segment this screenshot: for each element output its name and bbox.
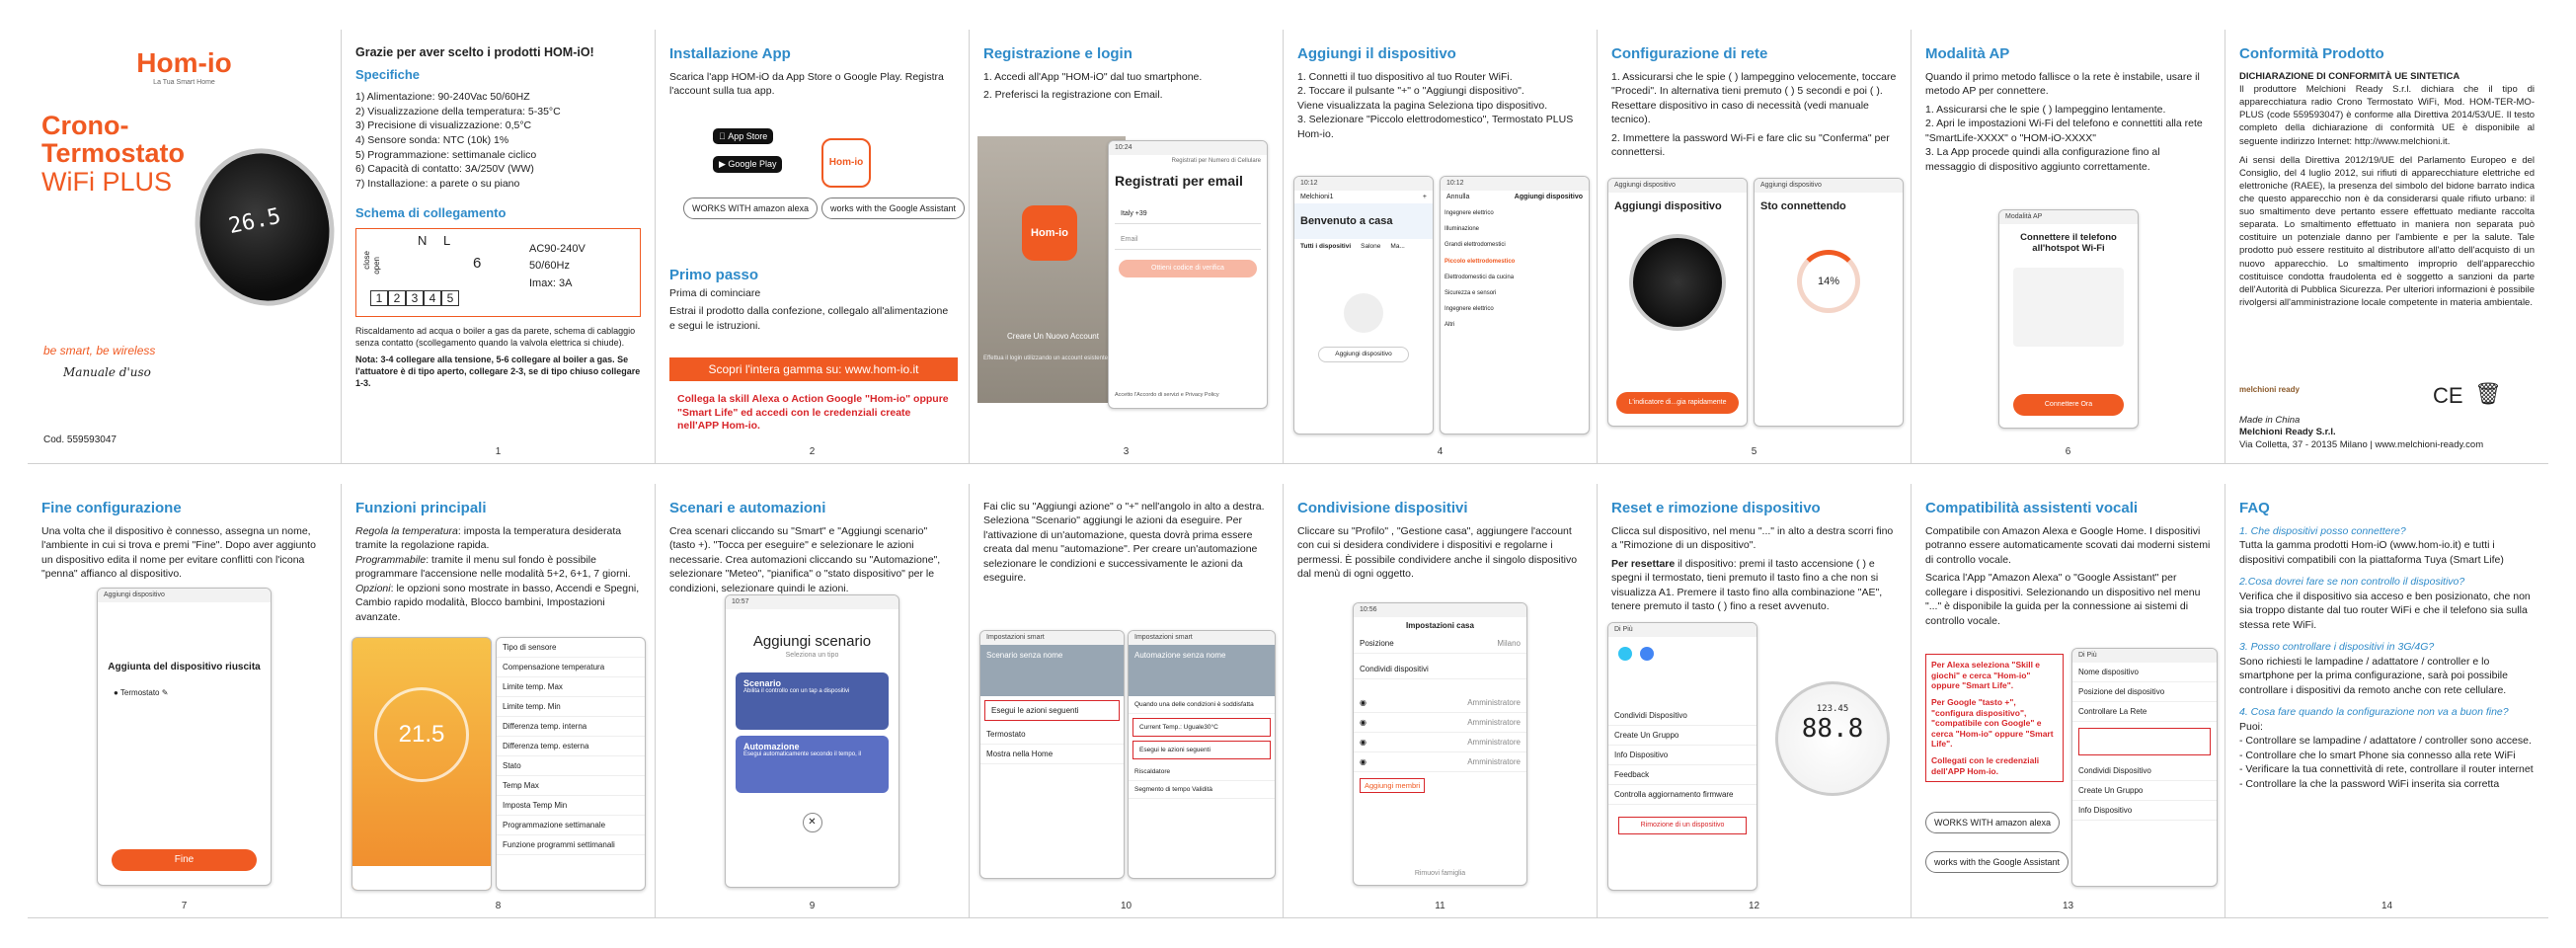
display-main: 88.8 bbox=[1801, 714, 1864, 744]
faq-answer-item: - Verificare la tua connettività di rete, controllare il router internet bbox=[2239, 763, 2534, 776]
progress-label: 14% bbox=[1817, 276, 1840, 287]
scenarios-panel bbox=[656, 484, 970, 918]
function-text: : le opzioni sono mostrate in basso, Accendi e Spegni, Cambio rapido modalità, Blocco bambini, Impostazioni avanzate. bbox=[355, 582, 640, 623]
thermostat-icon: ● bbox=[114, 688, 120, 697]
screen-title: Aggiungi dispositivo bbox=[1614, 200, 1722, 212]
share-devices-row[interactable]: Condividi dispositivi bbox=[1354, 660, 1526, 679]
category-screen bbox=[1440, 176, 1590, 434]
wifi-settings-illustration bbox=[2013, 268, 2124, 347]
scenarios-title: Scenari e automazioni bbox=[669, 500, 826, 516]
faq-question: 1. Che dispositivi posso connettere? bbox=[2239, 525, 2406, 537]
title-line3: WiFi PLUS bbox=[41, 166, 173, 197]
raee-text: Ai sensi della Direttiva 2012/19/UE del Parlamento Europeo e del Consiglio, del 4 luglio 2012, sui rifiuti di apparecchiature elettriche ed elettroniche (RAEE), la presenza del simbolo del bidone barrato indica che questo apparecchio non è da considerarsi quale rifiuto urbano: il suo smaltimento deve pertanto essere effettuato mediante raccolta separata. Lo smaltimento effettuato in maniera non separata può costituire un potenziale danno per l'ambiente e per la salute. Tale prodotto può essere restituito al distributore all'atto dell'acquisto di un nuovo apparecchio. Lo smaltimento improprio dell'apparecchio costituisce condotta fraudolenta ed è soggetto a sanzioni da parte dell'Autorità di Pubblica Sicurezza. Per ulteriori informazioni è possibile rivolgersi all'amministrazione locale competente in materia ambientale. bbox=[2239, 154, 2535, 308]
alexa-label: WORKS WITH amazon alexa bbox=[1934, 818, 2052, 828]
skill-note: Collega la skill Alexa o Action Google "Hom-io" oppure "Smart Life" ed accedi con le credenziali create nell'APP Hom-io. bbox=[677, 393, 949, 433]
wiring-diagram bbox=[355, 228, 641, 317]
faq-title: FAQ bbox=[2239, 500, 2270, 516]
add-device-button[interactable]: Aggiungi dispositivo bbox=[1318, 347, 1409, 362]
specs-title: Specifiche bbox=[355, 67, 421, 82]
tab-salone[interactable]: Salone bbox=[1361, 243, 1381, 250]
scenarios-text: Crea scenari cliccando su "Smart" e "Aggiungi scenario" (tasto +). "Tocca per eseguire" e selezionare le azioni necessarie. Crea automazioni cliccando su "Automazione", selezionare "Meteo", "pianifica" o "stato dispositivo" per le condizioni, selezionare quindi le azioni. bbox=[669, 525, 941, 594]
verify-code-button[interactable]: Ottieni codice di verifica bbox=[1119, 260, 1257, 277]
website-banner[interactable]: Scopri l'intera gamma su: www.hom-io.it bbox=[669, 357, 958, 381]
settings-row[interactable]: Differenza temp. interna bbox=[497, 717, 645, 737]
thermostat-display-diagram bbox=[1775, 681, 1890, 796]
manual-subtitle: Manuale d'uso bbox=[63, 365, 151, 379]
menu-row[interactable]: Nome dispositivo bbox=[2072, 663, 2217, 682]
ap-title: Modalità AP bbox=[1925, 45, 2010, 62]
page-number: 11 bbox=[1435, 901, 1445, 911]
page-number: 6 bbox=[2065, 446, 2071, 457]
actions-text: Fai clic su "Aggiungi azione" o "+" nell'angolo in alto a destra. Seleziona "Scenario" aggiungi le azioni da eseguire. Per l'attivazione di un'automazione, questa dovrà prima essere creata dal menu "automazione". Per creare un'automazione selezionare le condizioni e successivamente le azioni da eseguire. bbox=[983, 501, 1265, 585]
automation-card[interactable] bbox=[736, 736, 889, 793]
ap-step: 2. Apri le impostazioni Wi-Fi del telefono e connettiti alla rete "SmartLife-XXXX" o "HOM-iO-XXXX" bbox=[1925, 118, 2203, 144]
cancel-button[interactable]: Annulla bbox=[1446, 194, 1470, 200]
actions-panel bbox=[970, 484, 1284, 918]
spec-item: 5) Programmazione: settimanale ciclico bbox=[355, 148, 537, 161]
terminal: 4 bbox=[424, 290, 441, 306]
brand-tagline: La Tua Smart Home bbox=[153, 79, 215, 86]
category-item[interactable]: Illuminazione bbox=[1444, 226, 1480, 233]
category-item[interactable]: Altri bbox=[1444, 322, 1455, 329]
add-device-panel bbox=[1284, 30, 1598, 464]
function-text: : tramite il menu sul fondo è possibile programmare l'accensione nelle modalità 5+2, 6+1, 7 giorni. bbox=[355, 553, 631, 581]
status-bar: 10:57 bbox=[726, 595, 898, 609]
faq-answer-item: - Controllare se lampadine / adattatore / controller sono accese. bbox=[2239, 735, 2532, 748]
add-step: Viene visualizzata la pagina Seleziona tipo dispositivo. bbox=[1297, 99, 1548, 112]
screen-header: Aggiungi dispositivo bbox=[1755, 179, 1903, 193]
wiring-spec: 50/60Hz bbox=[529, 260, 570, 273]
ap-step: 3. La App procede quindi alla configurazione fino al messaggio di dispositivo aggiunto correttamente. bbox=[1925, 146, 2160, 173]
existing-login-link[interactable]: Effettua il login utilizzando un account esistente bbox=[983, 356, 1108, 361]
apple-icon bbox=[719, 131, 728, 141]
function-label: Programmabile bbox=[355, 553, 427, 566]
network-step: 1. Assicurarsi che le spie ( ) lampeggino velocemente, toccare "Procedi". In alternativa tieni premuto ( ) 5 secondi e poi ( ). Resettare dispositivo in caso di necessità (vedi manuale tecnico). bbox=[1611, 71, 1897, 126]
ap-screen bbox=[1998, 209, 2139, 429]
settings-row[interactable]: Imposta Temp Min bbox=[497, 796, 645, 816]
page-number: 2 bbox=[809, 446, 816, 457]
voice-text2: Scarica l'App "Amazon Alexa" o "Google Assistant" per collegare i dispositivi. Selezionando un dispositivo nel menu "..." è disponibile la guida per la connessione ai sistemi di controllo vocale. bbox=[1925, 572, 2201, 627]
reset-instructions: il dispositivo: premi il tasto accensione ( ) e spegni il termostato, tieni premuto il tasto fino a che non si visualizza A1. Premere il tasto fino alla combinazione "AE", tenere premuto il tasto ( ) fino a reset avvenuto. bbox=[1611, 557, 1883, 613]
add-device-title: Aggiungi il dispositivo bbox=[1297, 45, 1456, 62]
temperature-dial[interactable]: 21.5 bbox=[374, 687, 469, 782]
homio-app-icon bbox=[821, 138, 871, 188]
spec-item: 2) Visualizzazione della temperatura: 5-35°C bbox=[355, 105, 561, 118]
validity-row[interactable]: Segmento di tempo Validità bbox=[1129, 781, 1275, 799]
page-number: 10 bbox=[1120, 901, 1132, 911]
wiring-spec: Imax: 3A bbox=[529, 277, 573, 289]
alexa-label: WORKS WITH amazon alexa bbox=[692, 203, 810, 213]
add-member-button[interactable]: Aggiungi membri bbox=[1360, 778, 1425, 793]
install-text: Scarica l'app HOM-iO da App Store o Google Play. Registra l'account sulla tua app. bbox=[669, 71, 944, 98]
email-field[interactable]: Email bbox=[1115, 230, 1261, 250]
device-name: Termostato bbox=[119, 688, 160, 697]
thanks-heading: Grazie per aver scelto i prodotti HOM-iO! bbox=[355, 45, 594, 59]
google-assistant-badge bbox=[1925, 851, 2069, 873]
progress-ring bbox=[1797, 250, 1860, 313]
member-avatar: ◉ bbox=[1360, 738, 1366, 747]
member-avatar: ◉ bbox=[1360, 698, 1366, 707]
page-number: 14 bbox=[2381, 901, 2393, 911]
google-label: works with the Google Assistant bbox=[1934, 857, 2061, 867]
google-label: works with the Google Assistant bbox=[830, 203, 957, 213]
settings-row[interactable]: Stato bbox=[497, 756, 645, 776]
wiring-title: Schema di collegamento bbox=[355, 204, 507, 220]
add-scenario-screen bbox=[725, 594, 899, 888]
menu-row[interactable]: Controllare La Rete bbox=[2072, 702, 2217, 722]
google-instructions: Per Google "tasto +", "configura dispositivo", "compatibile con Google" e cerca "Hom-io" oppure "Smart Life". bbox=[1931, 696, 2054, 750]
credentials-instructions: Collegati con le credenziali dell'APP Hom-io. bbox=[1931, 755, 2040, 776]
company-name: Melchioni Ready S.r.l. bbox=[2239, 427, 2336, 438]
terminal-n: N bbox=[418, 232, 428, 248]
category-item[interactable]: Ingegnere elettrico bbox=[1444, 210, 1494, 216]
menu-row[interactable]: Info Dispositivo bbox=[1608, 746, 1756, 765]
spec-item: 6) Capacità di contatto: 3A/250V (WW) bbox=[355, 163, 534, 176]
faq-answer-item: - Controllare che lo smart Phone sia connesso alla rete WiFi bbox=[2239, 749, 2516, 761]
add-step: 1. Connetti il tuo dispositivo al tuo Router WiFi. bbox=[1297, 71, 1513, 83]
faq-answer: Verifica che il dispositivo sia acceso e ben posizionato, che non sia troppo distante dal tuo router WiFi e che il telefono sia sulla stessa rete WiFi. bbox=[2239, 590, 2531, 631]
add-scenario-title: Aggiungi scenario bbox=[752, 633, 872, 650]
alexa-badge bbox=[1925, 812, 2060, 833]
spec-item: 7) Installazione: a parete o su piano bbox=[355, 178, 520, 191]
register-screen-title: Registrati per email bbox=[1115, 173, 1243, 189]
member-role: Amministratore bbox=[1467, 738, 1521, 747]
screen-header: Aggiungi dispositivo bbox=[1608, 179, 1747, 193]
show-home-toggle[interactable]: Mostra nella Home bbox=[980, 745, 1124, 764]
remove-device-button[interactable]: Rimozione di un dispositivo bbox=[1618, 817, 1747, 834]
spec-item: 3) Precisione di visualizzazione: 0,5°C bbox=[355, 119, 532, 132]
register-title: Registrazione e login bbox=[983, 45, 1132, 62]
wiring-note: Riscaldamento ad acqua o boiler a gas da parete, schema di cablaggio senza contatto (scollegamento quando la valvola elettrica si chiude). bbox=[355, 325, 636, 349]
close-icon[interactable]: ✕ bbox=[803, 813, 822, 832]
settings-row[interactable]: Temp Max bbox=[497, 776, 645, 796]
add-device-screen bbox=[1607, 178, 1748, 427]
settings-row[interactable]: Limite temp. Min bbox=[497, 697, 645, 717]
terminal: 3 bbox=[406, 290, 424, 306]
brand-name: Hom-io bbox=[136, 47, 232, 78]
menu-row[interactable]: Condividi Dispositivo bbox=[2072, 761, 2217, 781]
page-number: 3 bbox=[1123, 446, 1130, 457]
automation-name[interactable]: Automazione senza nome bbox=[1129, 645, 1275, 696]
first-step-title: Primo passo bbox=[669, 267, 759, 283]
faq-question: 4. Cosa fare quando la configurazione non va a buon fine? bbox=[2239, 706, 2509, 719]
ap-step: 1. Assicurarsi che le spie ( ) lampeggino lentamente. bbox=[1925, 103, 2166, 116]
page-number: 4 bbox=[1437, 446, 1444, 457]
create-account-button[interactable]: Creare Un Nuovo Account bbox=[1007, 332, 1099, 341]
brand-logo bbox=[41, 47, 327, 86]
ap-mode-panel bbox=[1912, 30, 2225, 464]
category-item[interactable]: Ingegnere elettrico bbox=[1444, 306, 1494, 313]
screen-header: Modalità AP bbox=[1999, 210, 2138, 224]
appstore-label: App Store bbox=[719, 131, 759, 141]
first-step-text: Estrai il prodotto dalla confezione, collegalo all'alimentazione e segui le istruzioni. bbox=[669, 305, 949, 332]
slogan: be smart, be wireless bbox=[43, 344, 156, 357]
register-step: 2. Preferisci la registrazione con Email. bbox=[983, 89, 1163, 102]
tab-more[interactable]: Ma... bbox=[1390, 243, 1405, 250]
function-text: : imposta la temperatura desiderata tramite la regolazione rapida. bbox=[355, 525, 622, 552]
more-screen bbox=[1607, 622, 1757, 891]
play-icon: ▶ bbox=[719, 159, 729, 169]
page-number: 9 bbox=[809, 901, 816, 911]
condition-row[interactable]: Quando una delle condizioni è soddisfatta bbox=[1129, 696, 1275, 714]
finish-title: Fine configurazione bbox=[41, 500, 182, 516]
screen-header: Di Più bbox=[2072, 649, 2217, 663]
open-label: open bbox=[372, 256, 381, 275]
finish-screen bbox=[97, 588, 272, 886]
title-line2: Termostato bbox=[41, 138, 186, 169]
declaration-text: Il produttore Melchioni Ready S.r.l. dichiara che il tipo di apparecchiatura radio Crono Termostato WiFi, Mod. HOM-TER-MO-PLUS (code 559593047) è conforme alla Direttiva 2014/53/UE. Il testo completo della dichiarazione di conformità UE è disponibile al seguente indirizzo Internet: http://www.melchioni.it. bbox=[2239, 84, 2535, 147]
menu-row[interactable]: Create Un Gruppo bbox=[1608, 726, 1756, 746]
company-address: Via Colletta, 37 - 20135 Milano | www.melchioni-ready.com bbox=[2239, 438, 2484, 450]
settings-row[interactable]: Differenza temp. esterna bbox=[497, 737, 645, 756]
faq-answer-item: - Controllare la che la password WiFi inserita sia corretta bbox=[2239, 777, 2500, 790]
remove-home-button[interactable]: Rimuovi famiglia bbox=[1414, 870, 1466, 877]
cover-panel bbox=[28, 30, 342, 464]
reset-text: Clicca sul dispositivo, nel menu "..." in alto a destra scorri fino a "Rimozione di un dispositivo". bbox=[1611, 525, 1894, 552]
weee-bin-icon: 🗑 bbox=[2474, 381, 2502, 406]
welcome-title: Benvenuto a casa bbox=[1294, 203, 1433, 239]
status-bar: 10:12 bbox=[1441, 177, 1589, 191]
faq-question: 3. Posso controllare i dispositivi in 3G/4G? bbox=[2239, 641, 2435, 654]
settings-row[interactable]: Compensazione temperatura bbox=[497, 658, 645, 677]
position-label: Posizione bbox=[1360, 639, 1394, 648]
screen-header: Impostazioni smart bbox=[1129, 631, 1275, 645]
register-screen bbox=[1108, 140, 1268, 409]
ce-mark: CE bbox=[2433, 383, 2463, 408]
automation-card-sub: Esegui automaticamente secondo il tempo, il bbox=[743, 751, 862, 757]
voice-icons bbox=[1608, 637, 1756, 706]
page-number: 8 bbox=[495, 901, 502, 911]
screen-header: Di Più bbox=[1608, 623, 1756, 637]
googleplay-label: Google Play bbox=[728, 159, 777, 169]
member-avatar: ◉ bbox=[1360, 718, 1366, 727]
install-panel bbox=[656, 30, 970, 464]
scenario-card-title: Scenario bbox=[743, 678, 782, 688]
action-item[interactable]: Termostato bbox=[980, 725, 1124, 745]
category-item[interactable]: Grandi elettrodomestici bbox=[1444, 242, 1506, 249]
wiring-spec: AC90-240V bbox=[529, 242, 585, 255]
specs-list bbox=[355, 90, 641, 192]
faq-answer: Tutta la gamma prodotti Hom-iO (www.hom-io.it) e tutti i dispositivi compatibili con la piattaforma Tuya (Smart Life) bbox=[2239, 539, 2504, 566]
screen-header: Aggiungi dispositivo bbox=[98, 589, 271, 602]
wiring-specs bbox=[529, 241, 585, 293]
actions-row[interactable]: Esegui le azioni seguenti bbox=[1132, 741, 1271, 759]
alexa-icon bbox=[1618, 647, 1632, 661]
terminal-strip bbox=[370, 290, 459, 306]
finish-panel bbox=[28, 484, 342, 918]
phone-register-link[interactable]: Registrati per Numero di Cellulare bbox=[1171, 158, 1261, 164]
tab-all-devices[interactable]: Tutti i dispositivi bbox=[1300, 243, 1352, 250]
alexa-badge bbox=[683, 198, 818, 219]
scenario-settings-screen bbox=[979, 630, 1125, 879]
made-in: Made in China bbox=[2239, 415, 2301, 426]
display-top: 123.45 bbox=[1816, 704, 1849, 714]
status-bar: 10:24 bbox=[1109, 141, 1267, 155]
category-item-selected[interactable]: Piccolo elettrodomestico bbox=[1444, 258, 1516, 265]
sharing-panel bbox=[1284, 484, 1598, 918]
member-role: Amministratore bbox=[1467, 698, 1521, 707]
status-bar: 10:12 bbox=[1294, 177, 1433, 191]
terminal: 1 bbox=[370, 290, 388, 306]
faq-panel bbox=[2225, 484, 2548, 918]
reset-panel bbox=[1598, 484, 1912, 918]
screen-header: Impostazioni smart bbox=[980, 631, 1124, 645]
category-item[interactable]: Sicurezza e sensori bbox=[1444, 289, 1497, 296]
ap-screen-title: Connettere il telefono all'hotspot Wi-Fi bbox=[2020, 232, 2117, 254]
melchioni-logo: melchioni ready bbox=[2239, 385, 2300, 394]
googleplay-badge[interactable] bbox=[713, 156, 782, 173]
voice-icons-highlight[interactable] bbox=[2078, 728, 2211, 755]
thermostat-display: 26.5 bbox=[226, 203, 283, 240]
automation-settings-screen bbox=[1128, 630, 1276, 879]
screen-header: Impostazioni casa bbox=[1406, 621, 1474, 630]
terminal-l: L bbox=[443, 232, 451, 248]
specs-panel bbox=[342, 30, 656, 464]
appstore-badge[interactable] bbox=[713, 128, 773, 144]
bottom-menu[interactable] bbox=[352, 866, 491, 890]
functions-title: Funzioni principali bbox=[355, 500, 487, 516]
thermostat-control-screen bbox=[351, 637, 492, 891]
finish-button[interactable]: Fine bbox=[112, 849, 257, 871]
sharing-title: Condivisione dispositivi bbox=[1297, 500, 1468, 516]
page-number: 13 bbox=[2062, 901, 2074, 911]
category-title: Aggiungi dispositivo bbox=[1514, 194, 1583, 200]
scenario-card-sub: Abilita il controllo con un tap a dispositivi bbox=[743, 688, 850, 694]
category-item[interactable]: Elettrodomestici da cucina bbox=[1444, 274, 1515, 280]
declaration-title: DICHIARAZIONE DI CONFORMITÀ UE SINTETICA bbox=[2239, 71, 2460, 82]
connecting-title: Sto connettendo bbox=[1760, 200, 1846, 212]
connect-now-button[interactable]: Connettere Ora bbox=[2013, 394, 2124, 416]
home-name[interactable]: Melchioni1 bbox=[1300, 194, 1334, 200]
page-number: 5 bbox=[1751, 446, 1757, 457]
app-logo: Hom-io bbox=[1022, 205, 1077, 261]
reset-label: Per resettare bbox=[1611, 557, 1676, 570]
settings-row[interactable]: Programmazione settimanale bbox=[497, 816, 645, 835]
faq-answer: Puoi: bbox=[2239, 720, 2263, 733]
network-title: Configurazione di rete bbox=[1611, 45, 1768, 62]
member-role: Amministratore bbox=[1467, 757, 1521, 766]
functions-panel bbox=[342, 484, 656, 918]
voice-instructions-box bbox=[1925, 654, 2064, 782]
device-more-screen bbox=[2071, 648, 2218, 887]
menu-row[interactable]: Condividi Dispositivo bbox=[1608, 706, 1756, 726]
settings-row[interactable]: Tipo di sensore bbox=[497, 638, 645, 658]
add-step: 3. Selezionare "Piccolo elettrodomestico", Termostato PLUS Hom-io. bbox=[1297, 114, 1574, 140]
menu-row[interactable]: Info Dispositivo bbox=[2072, 801, 2217, 821]
indicator-confirm-button[interactable]: L'indicatore di...gia rapidamente bbox=[1616, 392, 1739, 414]
close-label: close bbox=[362, 250, 371, 270]
menu-row[interactable]: Controlla aggiornamento firmware bbox=[1608, 785, 1756, 805]
condition-item[interactable]: Current Temp.: Uguale30°C bbox=[1132, 718, 1271, 737]
country-field[interactable]: Italy +39 bbox=[1115, 204, 1261, 224]
register-panel bbox=[970, 30, 1284, 464]
spec-item: 4) Sensore sonda: NTC (10k) 1% bbox=[355, 134, 509, 147]
terminal: 5 bbox=[441, 290, 459, 306]
wiring-note-bold: Nota: 3-4 collegare alla tensione, 5-6 collegare al boiler a gas. Se l'attuatore è di tipo aperto, collegare 2-3, se di tipo chiuso collegare 1-3. bbox=[355, 354, 641, 389]
add-plus-icon[interactable]: + bbox=[1422, 194, 1427, 200]
terminal-6: 6 bbox=[473, 254, 482, 272]
conformity-title: Conformità Prodotto bbox=[2239, 45, 2384, 62]
member-role: Amministratore bbox=[1467, 718, 1521, 727]
reset-title: Reset e rimozione dispositivo bbox=[1611, 500, 1821, 516]
welcome-screen bbox=[977, 136, 1126, 403]
product-code: Cod. 559593047 bbox=[43, 434, 117, 445]
voice-panel bbox=[1912, 484, 2225, 918]
scenario-card[interactable] bbox=[736, 672, 889, 730]
empty-state-icon bbox=[1344, 293, 1383, 333]
menu-row[interactable]: Create Un Gruppo bbox=[2072, 781, 2217, 801]
connecting-screen bbox=[1754, 178, 1904, 427]
first-step-sub: Prima di cominciare bbox=[669, 287, 761, 299]
settings-screen bbox=[496, 637, 646, 891]
settings-row[interactable]: Limite temp. Max bbox=[497, 677, 645, 697]
settings-row[interactable]: Funzione programmi settimanali bbox=[497, 835, 645, 855]
menu-row[interactable]: Feedback bbox=[1608, 765, 1756, 785]
terminal: 2 bbox=[388, 290, 406, 306]
ap-intro: Quando il primo metodo fallisce o la rete è instabile, usare il metodo AP per connettere. bbox=[1925, 71, 2200, 98]
category-list bbox=[1441, 203, 1589, 336]
home-settings-screen bbox=[1353, 602, 1527, 886]
menu-row[interactable]: Posizione del dispositivo bbox=[2072, 682, 2217, 702]
scenario-name[interactable]: Scenario senza nome bbox=[980, 645, 1124, 696]
position-value[interactable]: Milano bbox=[1497, 639, 1521, 648]
home-screen bbox=[1293, 176, 1434, 434]
alexa-instructions: Per Alexa seleziona "Skill e giochi" e cerca "Hom-io" oppure "Smart Life". bbox=[1931, 660, 2041, 691]
faq-question: 2.Cosa dovrei fare se non controllo il dispositivo? bbox=[2239, 576, 2465, 589]
install-title: Installazione App bbox=[669, 45, 791, 62]
network-panel bbox=[1598, 30, 1912, 464]
finish-text: Una volta che il dispositivo è connesso, assegna un nome, l'ambiente in cui si trova e premi "Fine". Dopo aver aggiunto un dispositivo edita il nome per evitare conflitti con l'icona "penna" affianco al dispositivo. bbox=[41, 525, 316, 581]
sharing-text: Cliccare su "Profilo" , "Gestione casa", aggiungere l'account con cui si desidera condividere i dispositivi e regolarne i permessi. È possibile condividere anche il singolo dispositivo dal menù di ogni oggetto. bbox=[1297, 525, 1578, 581]
title-line1: Crono- bbox=[41, 111, 129, 140]
pen-icon[interactable]: ✎ bbox=[159, 688, 169, 697]
voice-title: Compatibilità assistenti vocali bbox=[1925, 500, 2139, 516]
add-scenario-sub: Seleziona un tipo bbox=[785, 652, 839, 659]
app-icon-label: Hom-io bbox=[828, 157, 864, 168]
success-title: Aggiunta del dispositivo riuscita bbox=[108, 662, 261, 672]
google-assistant-badge bbox=[821, 198, 965, 219]
function-label: Opzioni bbox=[355, 582, 391, 594]
spec-item: 1) Alimentazione: 90-240Vac 50/60HZ bbox=[355, 91, 530, 103]
member-avatar: ◉ bbox=[1360, 757, 1366, 766]
status-bar: 10:56 bbox=[1354, 603, 1526, 617]
page-number: 12 bbox=[1748, 901, 1760, 911]
action-item[interactable]: Riscaldatore bbox=[1129, 763, 1275, 781]
function-label: Regola la temperatura bbox=[355, 525, 458, 537]
privacy-checkbox[interactable]: Accetto l'Accordo di servizi e Privacy Policy bbox=[1115, 392, 1219, 398]
faq-answer: Sono richiesti le lampadine / adattatore / controller e lo smartphone per la prima configurazione, sarà poi possibile controllare i dispositivi da remoto anche con rete cellulare. bbox=[2239, 655, 2508, 696]
page-number: 7 bbox=[181, 901, 188, 911]
page-number: 1 bbox=[495, 446, 502, 457]
register-step: 1. Accedi all'App "HOM-iO" dal tuo smartphone. bbox=[983, 71, 1203, 83]
actions-row[interactable]: Esegui le azioni seguenti bbox=[984, 700, 1120, 721]
conformity-panel bbox=[2225, 30, 2548, 464]
voice-text1: Compatibile con Amazon Alexa e Google Home. I dispositivi potranno essere automaticamente scovati dai moderni sistemi di controllo vocale. bbox=[1925, 525, 2211, 566]
thermostat-icon bbox=[1629, 234, 1726, 331]
automation-card-title: Automazione bbox=[743, 742, 800, 751]
network-step: 2. Immettere la password Wi-Fi e fare clic su "Conferma" per connettersi. bbox=[1611, 131, 1890, 159]
add-step: 2. Toccare il pulsante "+" o "Aggiungi dispositivo". bbox=[1297, 85, 1524, 98]
google-icon bbox=[1640, 647, 1654, 661]
